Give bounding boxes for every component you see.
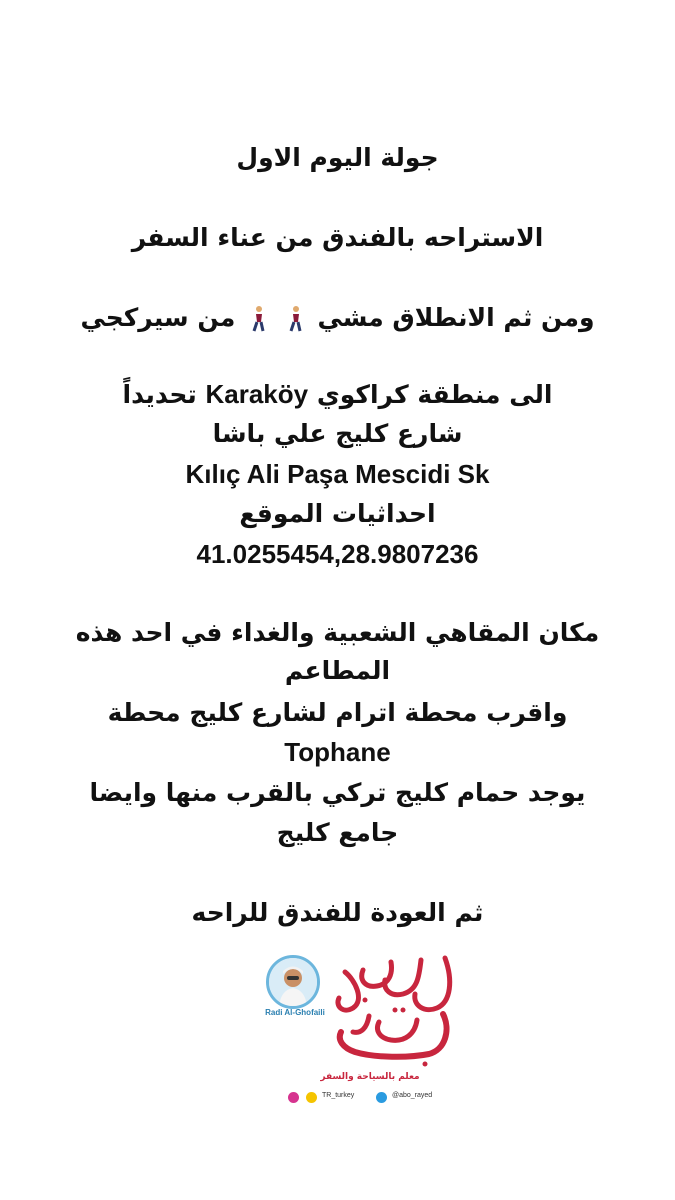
snapchat-icon [306, 1092, 319, 1103]
rest-text: الاستراحه بالفندق من عناء السفر [131, 223, 544, 252]
instagram-icon [288, 1092, 301, 1103]
area-text: الى منطقة كراكوي [316, 380, 553, 409]
coords-label-line [20, 498, 655, 530]
street-arabic-line [20, 418, 655, 450]
tram-station-line [20, 736, 655, 768]
cafes-line-2 [20, 655, 655, 687]
hammam-line-1 [20, 777, 655, 809]
walk-text-start: ومن ثم الانطلاق مشي [317, 303, 595, 332]
area-latin-name: Karaköy [205, 379, 309, 409]
rest-line [20, 222, 655, 254]
area-line [20, 378, 655, 411]
social-links [280, 1090, 460, 1108]
cafes-text-1: مكان المقاهي الشعبية والغداء في احد هذه [75, 618, 600, 647]
walk-text-end: من سيركجي [80, 303, 236, 332]
coords-line [20, 538, 655, 570]
tram-text: واقرب محطة اترام لشارع كليج محطة [107, 698, 568, 727]
street-latin-line [20, 458, 655, 490]
brand-logo [255, 950, 465, 1120]
hammam-text-1: يوجد حمام كليج تركي بالقرب منها وايضا [89, 778, 586, 807]
walking-person-icon [286, 305, 304, 333]
return-text: ثم العودة للفندق للراحه [191, 898, 484, 927]
social-handle-2[interactable]: @abo_rayed [392, 1092, 433, 1099]
return-line [20, 897, 655, 929]
social-handle-1[interactable]: TR_turkey [322, 1092, 355, 1099]
tram-station-name: Tophane [284, 737, 391, 767]
hammam-line-2 [20, 817, 655, 849]
day-title [20, 142, 655, 174]
walking-person-icon [249, 305, 267, 333]
street-latin-text: Kılıç Ali Paşa Mescidi Sk [185, 459, 490, 489]
coords-label: احداثيات الموقع [239, 499, 436, 528]
day-title-text: جولة اليوم الاول [236, 143, 439, 172]
cafes-line-1 [20, 617, 655, 649]
tram-line [20, 697, 655, 729]
calligraphy-logo [325, 950, 465, 1070]
street-arabic-text: شارع كليج علي باشا [212, 419, 463, 448]
hammam-text-2: جامع كليج [276, 818, 399, 847]
walk-line [20, 302, 655, 334]
area-specifically: تحديداً [122, 380, 197, 409]
logo-tagline: معلم بالسياحة والسفر [320, 1072, 420, 1082]
twitter-icon [376, 1092, 389, 1103]
coords-value: 41.0255454,28.9807236 [196, 539, 479, 569]
cafes-text-2: المطاعم [284, 656, 391, 685]
avatar [266, 955, 320, 1009]
logo-person-name: Radi Al-Ghofaili [265, 1008, 325, 1017]
